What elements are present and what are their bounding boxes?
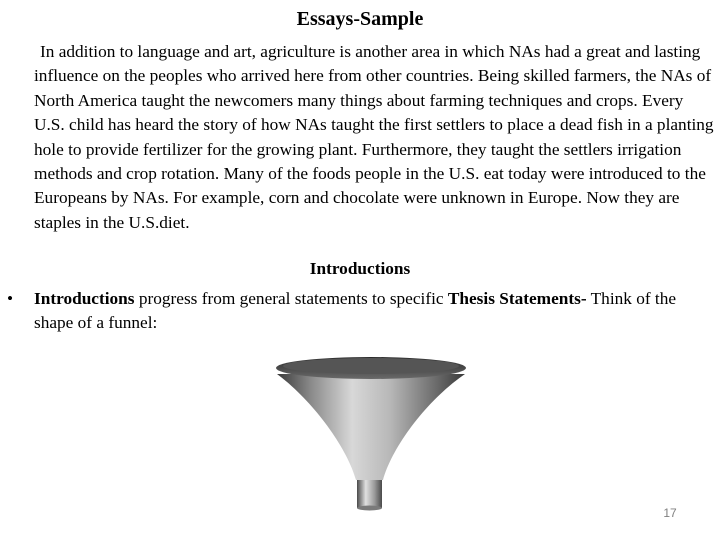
section-heading: Introductions [309, 259, 411, 278]
bullet-text-middle: progress from general statements to specific [134, 289, 448, 308]
slide-title: Essays-Sample [296, 8, 424, 30]
funnel-spout-end [357, 506, 382, 511]
page-number: 17 [663, 506, 677, 520]
funnel-illustration [272, 352, 472, 512]
funnel-opening [283, 358, 459, 374]
funnel-spout [357, 480, 382, 508]
bullet-text-end: Think of the shape of a funnel: [34, 289, 677, 333]
essay-paragraph: In addition to language and art, agriculture is another area in which NAs had a great and lasting influence on the peoples who arrived here from other countries. Being skilled farmers, the NAs of North America taught the newcomers many things about farming techniques and crops. Every U.S. child has heard the story of how NAs taught the first settlers to place a dead fish in a planting hole to provide fertilizer for the growing plant. Furthermore, they taught the settlers irrigation methods and crop rotation. Many of the foods people in the U.S. eat today were introduced to the Europeans by NAs. For example, corn and chocolate were unknown in Europe. Now they are staples in the U.S.diet. [34, 42, 714, 232]
funnel-cone [277, 374, 465, 480]
bullet-term-thesis: Thesis Statements- [447, 289, 587, 308]
bullet-item [7, 287, 716, 336]
bullet-marker: • [7, 289, 14, 308]
bullet-term-introductions: Introductions [34, 289, 135, 308]
